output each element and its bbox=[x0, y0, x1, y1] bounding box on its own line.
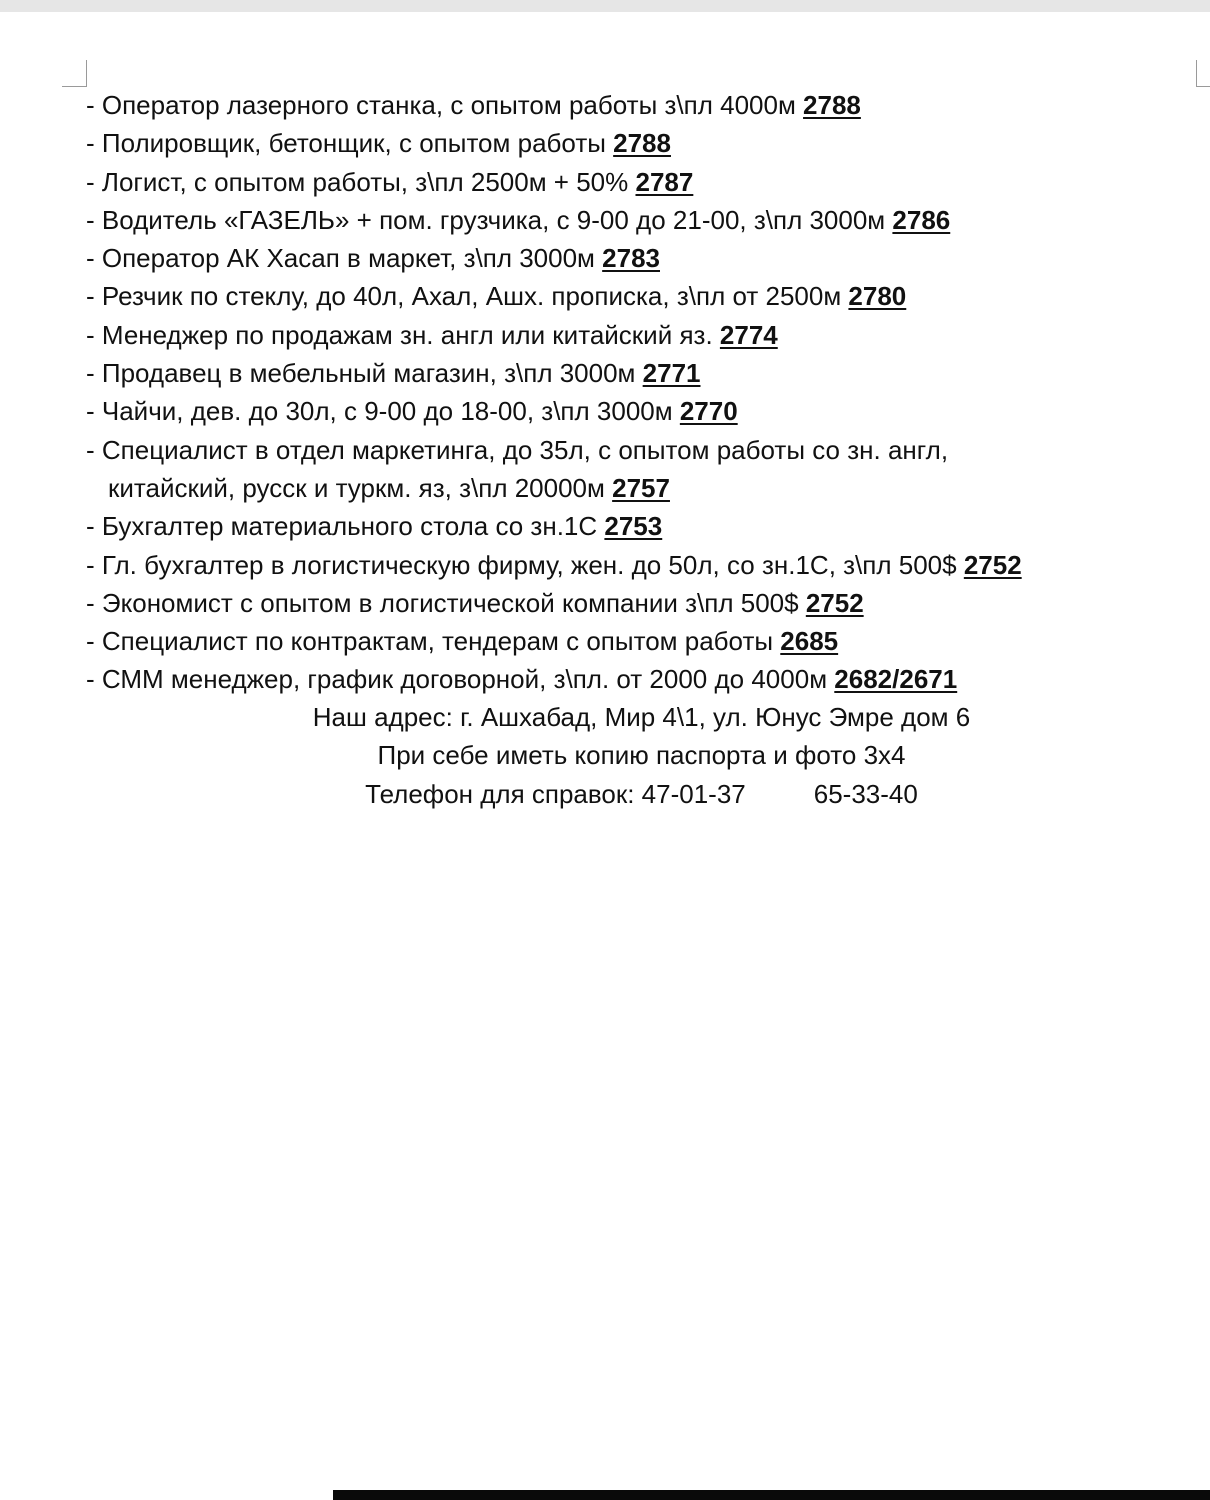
job-text: - Оператор лазерного станка, с опытом работы з\пл 4000м bbox=[86, 90, 804, 120]
job-code: 2774 bbox=[719, 319, 778, 350]
job-item bbox=[86, 124, 1186, 162]
job-item bbox=[86, 201, 1186, 239]
job-code: 2780 bbox=[848, 281, 907, 312]
job-code: 2788 bbox=[613, 128, 671, 159]
job-text: - Полировщик, бетонщик, с опытом работы bbox=[86, 128, 614, 159]
address-line: Наш адрес: г. Ашхабад, Мир 4\1, ул. Юнус Эмре дом 6 bbox=[312, 702, 971, 732]
job-code: 2682/2671 bbox=[834, 664, 958, 695]
job-item bbox=[86, 316, 1186, 354]
job-text: - Резчик по стеклу, до 40л, Ахал, Ашх. прописка, з\пл от 2500м bbox=[86, 281, 849, 312]
job-code: 2788 bbox=[803, 90, 861, 120]
page-corner-mark-right bbox=[1196, 60, 1210, 87]
documents-note: При себе иметь копию паспорта и фото 3х4 bbox=[377, 740, 906, 771]
job-text: - Чайчи, дев. до 30л, с 9-00 до 18-00, з\пл 3000м bbox=[86, 396, 680, 427]
phone-label: Телефон для справок: 47-01-37 bbox=[365, 778, 746, 809]
job-code: 2753 bbox=[604, 511, 663, 542]
page-corner-mark-left bbox=[62, 60, 87, 87]
job-item bbox=[86, 660, 1186, 698]
job-text: - Специалист по контрактам, тендерам с опытом работы bbox=[86, 626, 781, 657]
job-text: - Менеджер по продажам зн. англ или китайский яз. bbox=[86, 319, 720, 350]
phone-line bbox=[0, 775, 1210, 813]
job-code: 2685 bbox=[780, 626, 839, 657]
job-code: 2770 bbox=[679, 396, 738, 427]
job-text: - Гл. бухгалтер в логистическую фирму, жен. до 50л, со зн.1С, з\пл 500$ bbox=[86, 549, 964, 580]
job-item bbox=[86, 86, 1186, 124]
job-text: - Бухгалтер материального стола со зн.1С bbox=[86, 511, 605, 542]
job-code: 2786 bbox=[892, 204, 951, 235]
job-item bbox=[86, 584, 1186, 622]
job-text: - Оператор АК Хасап в маркет, з\пл 3000м bbox=[86, 243, 603, 274]
job-text: - Продавец в мебельный магазин, з\пл 3000м bbox=[86, 358, 643, 389]
job-code: 2771 bbox=[642, 358, 701, 389]
bottom-edge-bar bbox=[333, 1490, 1210, 1500]
job-item bbox=[86, 277, 1186, 315]
job-code: 2752 bbox=[963, 549, 1022, 580]
job-item bbox=[86, 507, 1186, 545]
job-item bbox=[86, 354, 1186, 392]
job-code: 2757 bbox=[612, 472, 670, 503]
job-code: 2752 bbox=[805, 587, 864, 618]
job-text-continuation bbox=[86, 469, 1186, 507]
job-item bbox=[86, 431, 1186, 508]
contact-footer bbox=[0, 698, 1210, 813]
job-text: - Водитель «ГАЗЕЛЬ» + пом. грузчика, с 9-00 до 21-00, з\пл 3000м bbox=[86, 204, 893, 235]
job-item bbox=[86, 622, 1186, 660]
job-item bbox=[86, 392, 1186, 430]
job-item bbox=[86, 163, 1186, 201]
top-bar bbox=[0, 0, 1210, 12]
job-text: - Экономист с опытом в логистической компании з\пл 500$ bbox=[86, 587, 806, 618]
job-text: - Специалист в отдел маркетинга, до 35л, с опытом работы со зн. англ, bbox=[86, 434, 949, 465]
job-continuation-text: китайский, русск и туркм. яз, з\пл 20000м bbox=[108, 472, 613, 503]
job-text: - Логист, с опытом работы, з\пл 2500м + 50% bbox=[86, 166, 636, 197]
job-item bbox=[86, 546, 1186, 584]
job-code: 2783 bbox=[602, 243, 660, 274]
job-list bbox=[86, 86, 1186, 699]
phone-second: 65-33-40 bbox=[813, 778, 918, 809]
job-item bbox=[86, 239, 1186, 277]
job-text: - СММ менеджер, график договорной, з\пл. от 2000 до 4000м bbox=[86, 664, 835, 695]
job-code: 2787 bbox=[635, 166, 694, 197]
